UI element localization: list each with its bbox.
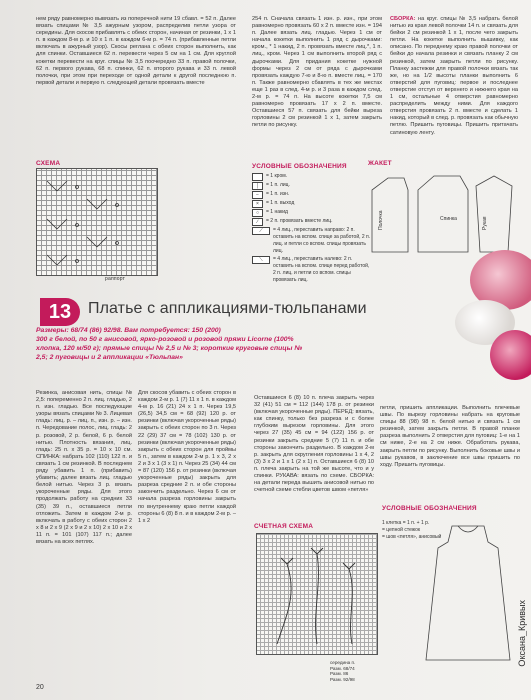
top-col3-body: на круг. спицы № 3,5 набрать белой нитью из края левой полочки 14 п. и связать для бейки 2 см резинкой 1 х 1, после чего закрыть петли. На кокетке выполнить вышивку, как описано. По переднему краю правой полочки от бейки до начала резинки и связать планку 2 см резинкой, затем закрыть петли по рисунку. Планку застежки для правой полочки вязать так же, но на 1/2 высоты планки выполнить 6 отверстий для пуговиц: первое и последнее отверстие отступ от верхнего и нижнего края на 1 см, остальные 4 отверстия равномерно распределить между ними. Для каждого отверстия провязать 2 п. вместе и сделать 1 накид, который в след. р. провязать как обычную петлю. Пришить пуговицы. Пришить притачать сатиновую ленту.: [390, 16, 519, 136]
legend-symbol: ∕: [252, 218, 263, 226]
scheme-size-labels: [330, 660, 355, 682]
legend: [252, 173, 372, 285]
legend-title: УСЛОВНЫЕ ОБОЗНАЧЕНИЯ: [252, 163, 347, 170]
body-text-col3: Оставшиеся 6 (8) 10 п. плеча закрыть через 32 (41) 51 см = 112 (144) 178 р. от резинки (включая укороченные ряды). ПЕРЕД: вязать, как спинку, только без разреза и с более глубоким вырезом горловины. Для этого через 27 (35) 45 см = 94 (122) 156 р. от резинки закрыть средние 5 (7) 11 п. и обе стороны закончить раздельно. В каждом 2-м р. закрыть для скругления горловины 1 х 4, 2 (3) 3 х 2 и 1 х 1 (2 х 1) п. Оставшиеся 6 (8) 10 п. плеча закрыть на той же высоте, что и у спинки. РУКАВА: вязать по схеме. СБОРКА: на детали переда вышить анисовой нитью по счетной схеме стебли цветов швом «петля»: [254, 395, 374, 494]
body-text-col4: петли, пришить аппликации. Выполнить плечевые швы. По вырезу горловины набрать на круговые спицы 88 (98) 98 п. белой нитью и связать 1 см резинкой, затем закрыть петли. В правой планке разреза выполнить 2 отверстия для пуговиц: 1-е на 1 см ниже, 2-е на 2 см ниже. Обработать рукава, закрыть петли по рисунку. Выполнить боковые швы и швы рукавов, в заключение все швы пришить по ходу. Пришить пуговицы.: [380, 405, 520, 468]
schema-title: СХЕМА: [36, 160, 61, 167]
legend-item: [252, 256, 372, 284]
legend-symbol: ⟋: [252, 227, 270, 235]
legend-symbol: −: [252, 191, 263, 199]
legend-symbol: ⟍: [252, 256, 270, 264]
legend-item: [252, 182, 372, 190]
legend-item: [252, 173, 372, 181]
legend-text: = 1 накид: [266, 209, 288, 215]
jacket-diagram: [368, 170, 518, 260]
top-text-col2: 254 п. Сначала связать 1 изн. р. изн., при этом равномерно провязать 60 х 2 п. вместе изн. = 194 п. Далее вязать лиц. гладью. Через 1 см от начала кокетки выполнить 1 ряд с дырочками: кром., * 1 накид, 2 п. провязать вместе лиц.*, 1 п. лиц., кром. Через 1 см выполнить второй ряд с дырочками. Для придания кокетке нужной формы через 2 см от ряда с дырочками провязать каждую 7-ю и 8-ю п. вместе лиц. = 170 п. Также равномерно сбавлять в тех же местах еще 1 раз в след. 4-м р. и 3 раза в каждом след. 2-м р. = 74 п. На высоте кокетки 7,5 см равномерно провязать 17 х 2 п. вместе. Оставшиеся 57 п. связать для бейки выреза горловины 2 см резинкой 1 х 1, затем закрыть петли по рисунку.: [252, 16, 382, 129]
legend-text: = 1 кром.: [266, 173, 288, 179]
stitch-chart: [36, 168, 158, 276]
jacket-label: Спинка: [440, 216, 457, 222]
legend-symbol: ×: [252, 200, 263, 208]
legend-text: = 4 лиц., переставить налево: 2 п. оставить на вспом. спице перед работой, 2 п. лиц. и петли со вспом. спицы провязать лиц.: [273, 256, 370, 283]
body-legend-title: УСЛОВНЫЕ ОБОЗНАЧЕНИЯ: [382, 505, 477, 512]
materials: [36, 326, 306, 362]
scheme-label: Разм. 92/98: [330, 676, 355, 682]
body-legend-item: = шов «петля», анисовый: [382, 534, 442, 540]
counting-scheme: [256, 533, 378, 655]
materials-line: 300 г белой, по 50 г анисовой, ярко-розовой и розовой пряжи Licorne (100% хлопка, 120 м/50 г); прямые спицы № 2,5 и № 3; короткие круговые спицы № 2,5; 2 пуговицы и 2 аппликации «Тюльпан»: [36, 336, 303, 361]
body-legend-item: = цепной стежок: [382, 527, 421, 533]
top-text-col3: [390, 16, 518, 137]
legend-item: [252, 200, 372, 208]
body-legend-item: 1 клетка = 1 п. + 1 р.: [382, 520, 430, 526]
sizes-line: Размеры: 68/74 (86) 92/98. Вам потребуется: 150 (200): [36, 327, 221, 334]
flower-decoration: [490, 330, 531, 380]
scheme-title: СЧЕТНАЯ СХЕМА: [254, 523, 314, 530]
top-text-col1: нем ряду равномерно вывязать из поперечной нити 19 сбавл. = 52 п. Далее вязать спицами № 3,5 ажурным узором, распределив петли узора от середины. Для скосов прибавлять с обеих сторон, начиная от резинки, 1 х 1 п. в каждом 8-м р. и 10 х 1 п. в каждом 6-м р. = 74 п. (прибавленные петли включать в ажурный узор). Скосы реглана с обеих сторон выполнить, как для спинки. Оставшиеся 62 п. перевести через 5 см на 1 см. Для круглой кокетки перевести на круг. спицы № 3,5 поочередно 33 п. правой полочки, 62 п. первого рукава, 68 п. спинки, 62 п. второго рукава и 33 п. левой полочки, при этом при переходе от одной детали к другой последнюю п. первой детали и первую п. следующей детали провязать вместе: [36, 16, 236, 86]
scheme-label: середина п.: [330, 660, 356, 665]
legend-symbol: [252, 173, 263, 181]
dress-diagram: [418, 520, 518, 670]
legend-item: [252, 191, 372, 199]
scheme-label: Разм. 86: [330, 671, 349, 677]
top-col3-heading: СБОРКА:: [390, 16, 416, 22]
legend-text: = 1 п. лиц.: [266, 182, 290, 188]
page-number: 20: [36, 684, 44, 691]
model-title: Платье с аппликациями-тюльпанами: [88, 300, 367, 317]
rapport-label: раппорт: [105, 276, 126, 282]
body-text-col2: Для скосов убавить с обеих сторон в каждом 2-м р. 1 (7) 11 х 1 п. в каждом 4-м р. 16 (21) 24 х 1 п. Через 19,5 (26,5) 34,5 см = 68 (92) 120 р. от резинки (включая укороченные ряды) закрыть с обеих сторон по 3 п. Через 22 (29) 37 см = 78 (102) 130 р. от резинки (включая укороченные ряды) закрыть с обеих сторон для проймы 5 п., затем в каждом 2-м р. 1 х 3, 2 х 2 и 3 х 1 (3 х 1) п. Через 25 (34) 44 см = 87 (120) 156 р. от резинки (включая укороченные ряды) закрыть для разреза средние 2 п. и обе стороны закончить раздельно. Через 6 см от начала разреза горловины закрыть по внутреннему краю петли каждой стороны 6 (8) 8 п. и в каждом 2-м р. – 1 х 2: [138, 390, 236, 524]
legend-symbol: ○: [252, 209, 263, 217]
body-text-col1: Резинка, анисовая нить, спицы № 2,5: попеременно 2 п. лиц. гладью, 2 п. изн. гладью. Все последующие узоры вязать спицами № 3. Лицевая гладь: лиц. р. – лиц. п., изн. р. – изн. п. Чередование полос, лиц. гладь: 2 р. розовой, 2 р. белой, 6 р. белой нитью. Плотность вязания, лиц. гладь: 25 п. x 35 р. = 10 x 10 см. СПИНКА: набрать 102 (110) 122 п. и связать 1 см резинкой. В последнем ряду убавить 1 п. (прибавить) убавить; далее вязать лиц. гладью белой нитью. Через 3 р. вязать укороченные ряды. Для этого продолжать работу на средних 33 (35) 39 п., оставшиеся петли отложить. Затем в каждом 2-м р. включать в работу с обеих сторон 2 х 8 и 2 х 9 (2 х 9 и 2 х 10) 2 х 10 и 2 х 11 п. = 101 (107) 117 п.; далее вязать на всех петлях.: [36, 390, 132, 545]
legend-item: [252, 218, 372, 226]
legend-text: = 1 п. изн.: [266, 191, 290, 197]
scheme-label: Разм. 68/74: [330, 665, 355, 671]
model-number-badge: 13: [40, 298, 80, 326]
legend-symbol: │: [252, 182, 263, 190]
legend-text: = 2 п. провязать вместе лиц.: [266, 218, 333, 224]
jacket-label: Рукав: [482, 216, 488, 230]
legend-item: [252, 209, 372, 217]
legend-item: [252, 227, 372, 255]
watermark: Оксана_Кривых: [517, 600, 527, 667]
jacket-label: Полочка: [378, 210, 384, 230]
legend-text: = 1 п. выход: [266, 200, 295, 206]
jacket-title: ЖАКЕТ: [368, 160, 392, 167]
legend-text: = 4 лиц., переставить направо: 2 п. оставить на вспом. спице за работой, 2 п. лиц. и петли со вспом. спицы провязать лиц.: [273, 227, 371, 254]
